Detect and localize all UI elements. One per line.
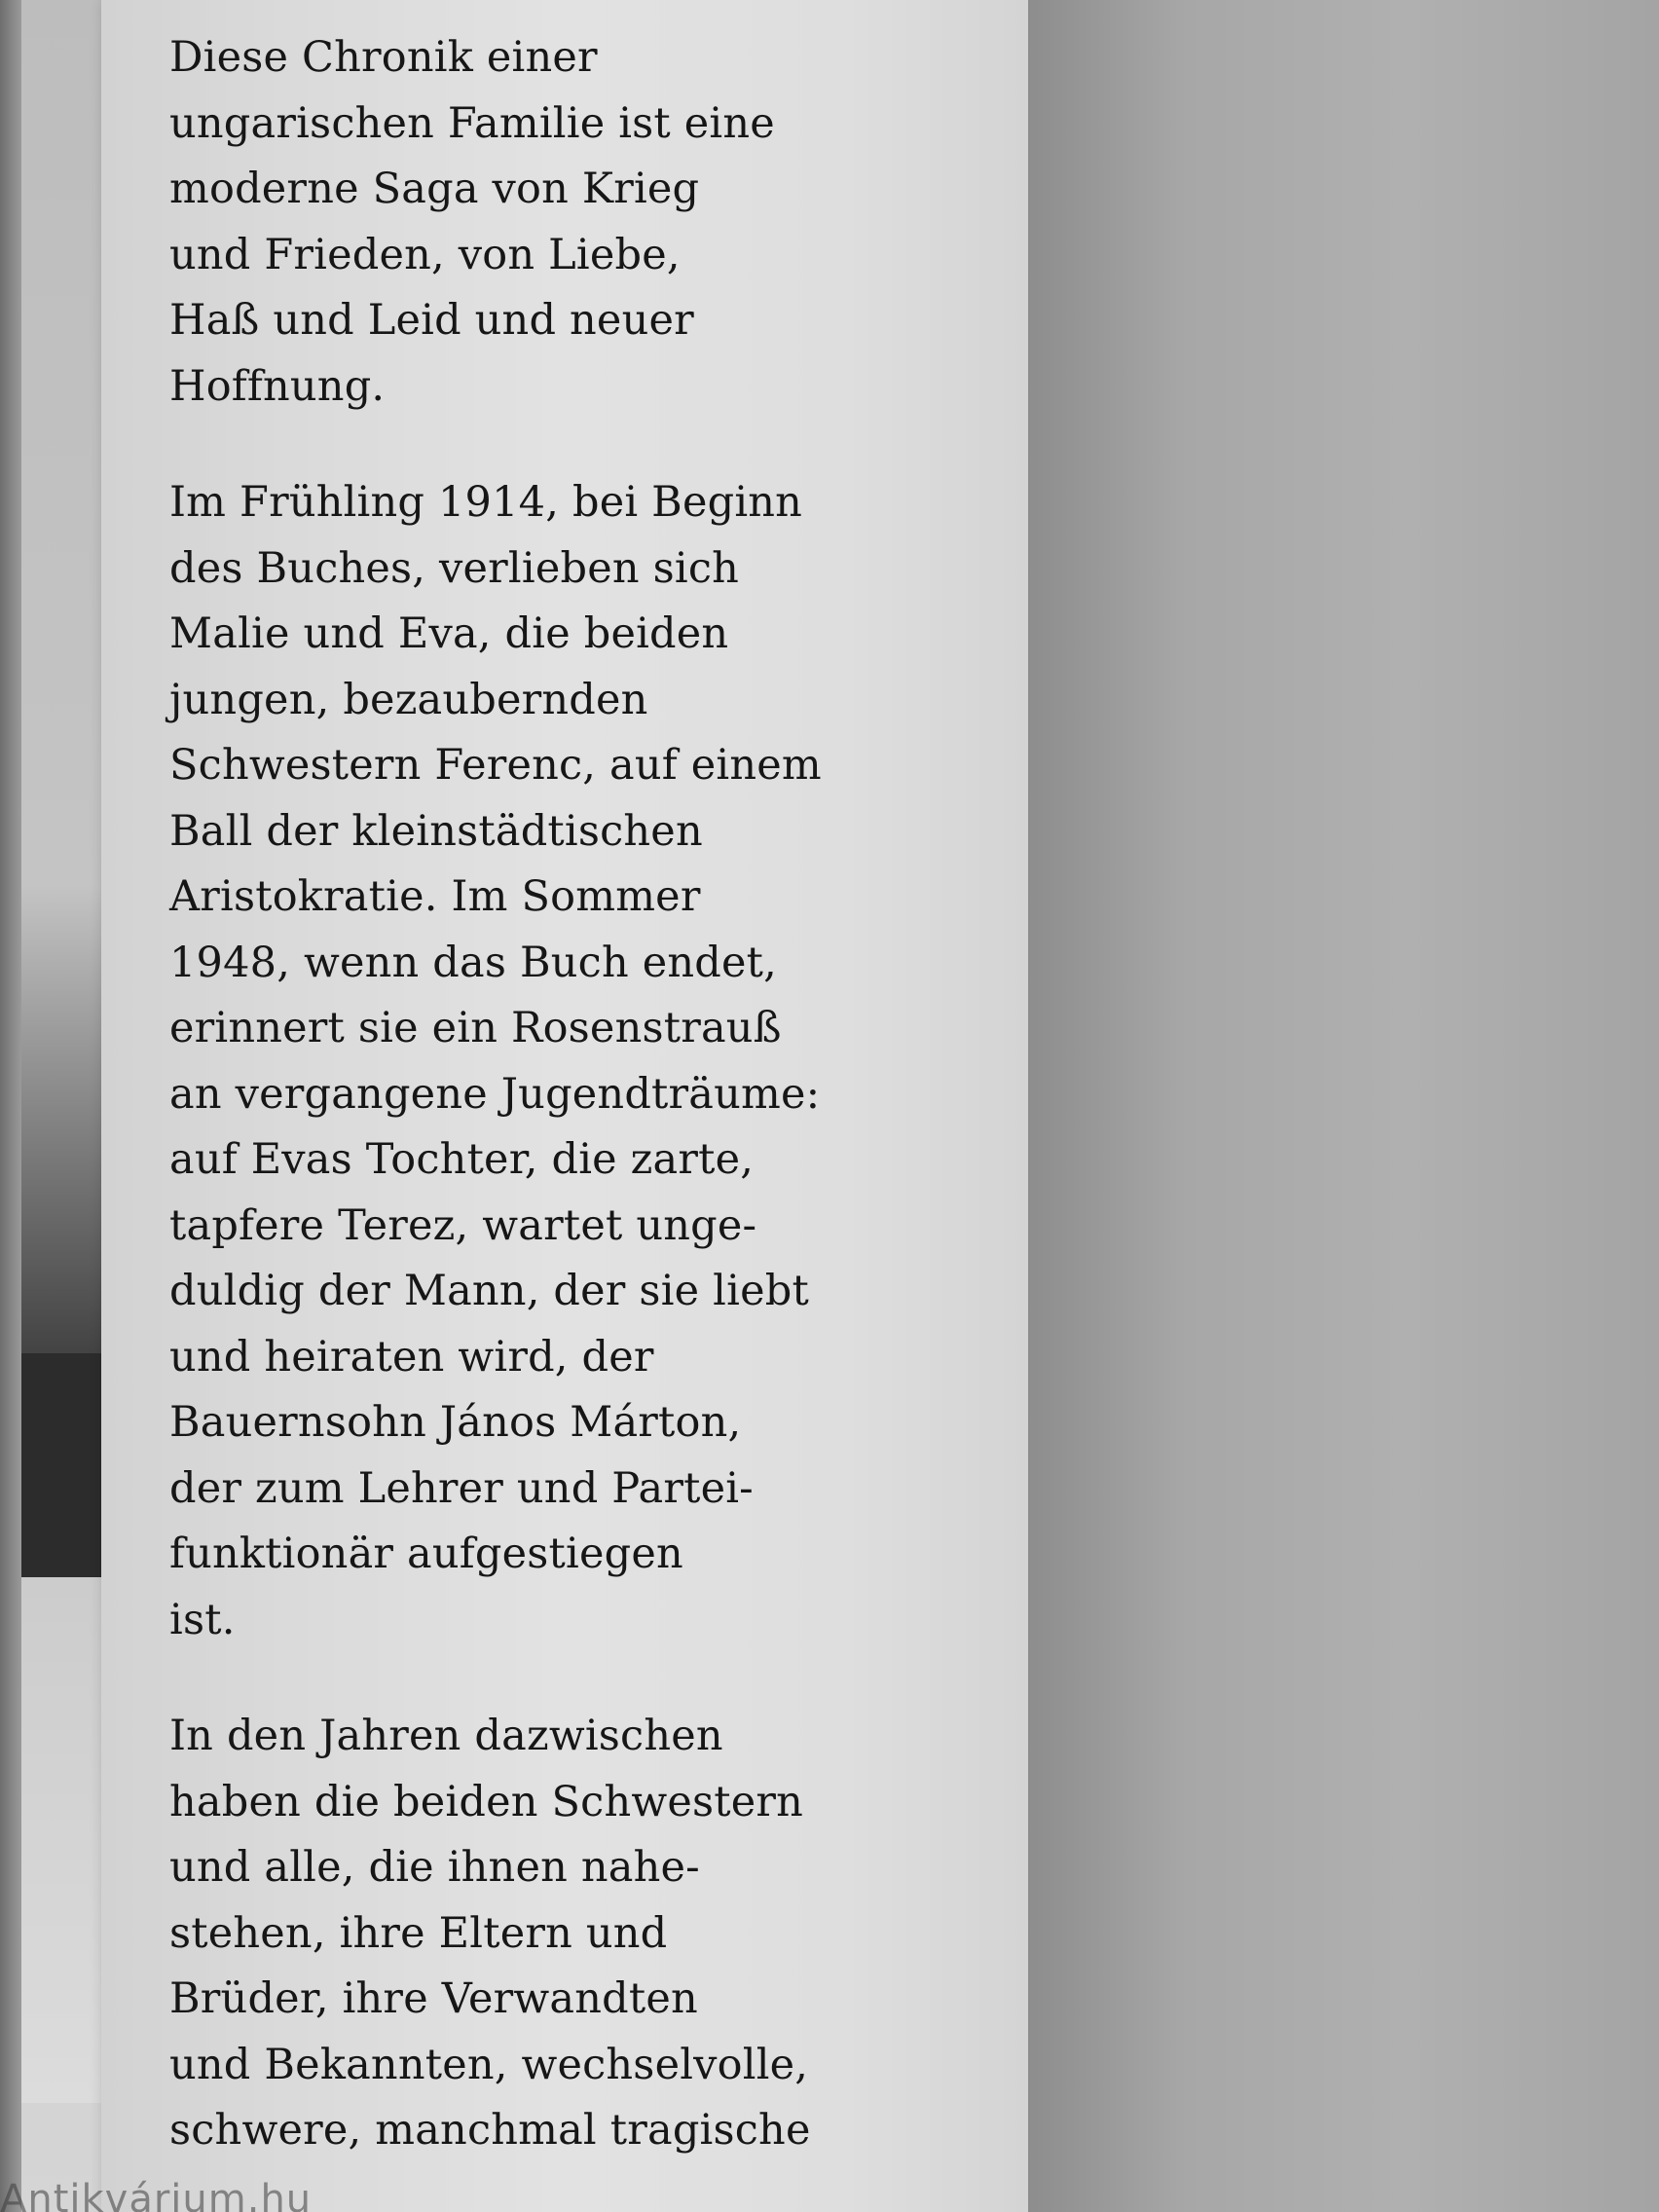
text-line: erinnert sie ein Rosenstrauß — [169, 1004, 782, 1052]
cover-dark-area — [21, 1353, 101, 1577]
text-line: ungarischen Familie ist eine — [169, 98, 775, 148]
text-line: und alle, die ihnen nahe- — [169, 1843, 700, 1892]
blurb-text — [169, 25, 948, 2212]
text-line: an vergangene Jugendträume: — [169, 1069, 821, 1119]
text-line: auf Evas Tochter, die zarte, — [169, 1135, 755, 1184]
text-line: Brüder, ihre Verwandten — [169, 1974, 698, 2023]
paragraph-3 — [169, 1704, 948, 2164]
text-line: duldig der Mann, der sie liebt — [169, 1267, 809, 1315]
text-line: und heiraten wird, der — [169, 1332, 654, 1382]
back-page — [1028, 0, 1659, 2212]
text-line: Schwestern Ferenc, auf einem — [169, 741, 822, 790]
paragraph-1 — [169, 25, 948, 420]
cover-light-area — [21, 1577, 101, 2103]
text-line: haben die beiden Schwestern — [169, 1777, 804, 1826]
text-line: und Frieden, von Liebe, — [169, 230, 681, 279]
text-line: tapfere Terez, wartet unge- — [169, 1200, 757, 1250]
text-line: moderne Saga von Krieg — [169, 165, 700, 213]
text-line: In den Jahren dazwischen — [169, 1712, 723, 1760]
text-line: Bauernsohn János Márton, — [169, 1398, 742, 1447]
text-line: stehen, ihre Eltern und — [169, 1908, 668, 1958]
text-line: jungen, bezaubernden — [169, 675, 648, 724]
text-line: der zum Lehrer und Partei- — [169, 1463, 754, 1513]
text-line: Aristokratie. Im Sommer — [169, 872, 701, 921]
text-line: Hoffnung. — [169, 361, 386, 411]
book-cover-edge — [0, 0, 101, 2212]
text-line: Haß und Leid und neuer — [169, 296, 694, 345]
text-line: funktionär aufgestiegen — [169, 1530, 683, 1578]
dust-jacket-flap — [101, 0, 1028, 2212]
text-line: schwere, manchmal tragische — [169, 2106, 811, 2155]
text-line: ist. — [169, 1595, 236, 1644]
text-line: Diese Chronik einer — [169, 33, 598, 82]
text-line: des Buches, verlieben sich — [169, 543, 740, 593]
text-line: Im Frühling 1914, bei Beginn — [169, 478, 803, 527]
text-line: und Bekannten, wechselvolle, — [169, 2040, 809, 2089]
text-line: 1948, wenn das Buch endet, — [169, 938, 777, 987]
text-line: Malie und Eva, die beiden — [169, 609, 729, 658]
watermark-text: Antikvárium.hu — [0, 2177, 313, 2212]
text-line: Ball der kleinstädtischen — [169, 806, 703, 856]
paragraph-2 — [169, 470, 948, 1653]
book-spine — [0, 0, 21, 2212]
